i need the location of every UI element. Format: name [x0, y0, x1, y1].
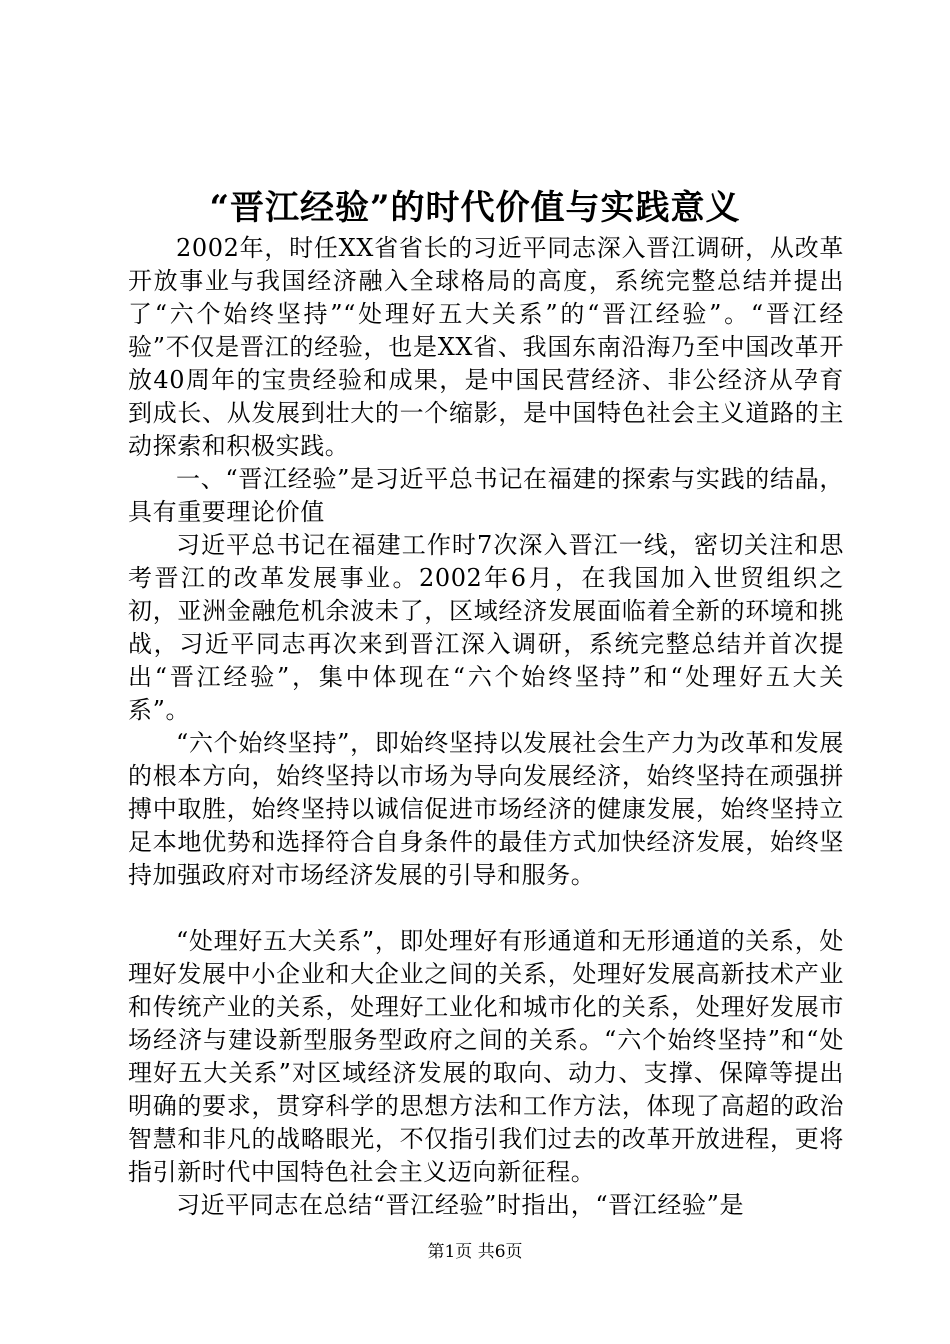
paragraph-section-heading: 一、“晋江经验”是习近平总书记在福建的探索与实践的结晶，具有重要理论价值 [128, 465, 844, 526]
paragraph-intro: 2002年，时任XX省省长的习近平同志深入晋江调研，从改革开放事业与我国经济融入全球格局的高度，系统完整总结并提出了“六个始终坚持”“处理好五大关系”的“晋江经验”。“晋江经验”不仅是晋江的经验，也是XX省、我国东南沿海乃至中国改革开放40周年的宝贵经验和成果，是中国民营经济、非公经济从孕育到成长、从发展到壮大的一个缩影，是中国特色社会主义道路的主动探索和积极实践。 [128, 234, 844, 460]
document-body [128, 232, 844, 1222]
paragraph-five-relations: “处理好五大关系”，即处理好有形通道和无形通道的关系，处理好发展中小企业和大企业之间的关系，处理好发展高新技术产业和传统产业的关系，处理好工业化和城市化的关系，处理好发展市场经济与建设新型服务型政府之间的关系。“六个始终坚持”和“处理好五大关系”对区域经济发展的取向、动力、支撑、保障等提出明确的要求，贯穿科学的思想方法和工作方法，体现了高超的政治智慧和非凡的战略眼光，不仅指引我们过去的改革开放进程，更将指引新时代中国特色社会主义迈向新征程。 [128, 927, 844, 1186]
paragraph-fujian-work: 习近平总书记在福建工作时7次深入晋江一线，密切关注和思考晋江的改革发展事业。2002年6月，在我国加入世贸组织之初，亚洲金融危机余波未了，区域经济发展面临着全新的环境和挑战，习近平同志再次来到晋江深入调研，系统完整总结并首次提出“晋江经验”，集中体现在“六个始终坚持”和“处理好五大关系”。 [128, 531, 844, 724]
paragraph-summary-start: 习近平同志在总结“晋江经验”时指出，“晋江经验”是 [176, 1191, 745, 1219]
paragraph-six-persistences: “六个始终坚持”，即始终坚持以发展社会生产力为改革和发展的根本方向，始终坚持以市场为导向发展经济，始终坚持在顽强拼搏中取胜，始终坚持以诚信促进市场经济的健康发展，始终坚持立足本地优势和选择符合自身条件的最佳方式加快经济发展，始终坚持加强政府对市场经济发展的引导和服务。 [128, 729, 844, 889]
document-title: “晋江经验”的时代价值与实践意义 [209, 188, 741, 228]
page-number-footer: 第1页 共6页 [427, 1242, 523, 1262]
paragraph-spacer [128, 892, 844, 925]
